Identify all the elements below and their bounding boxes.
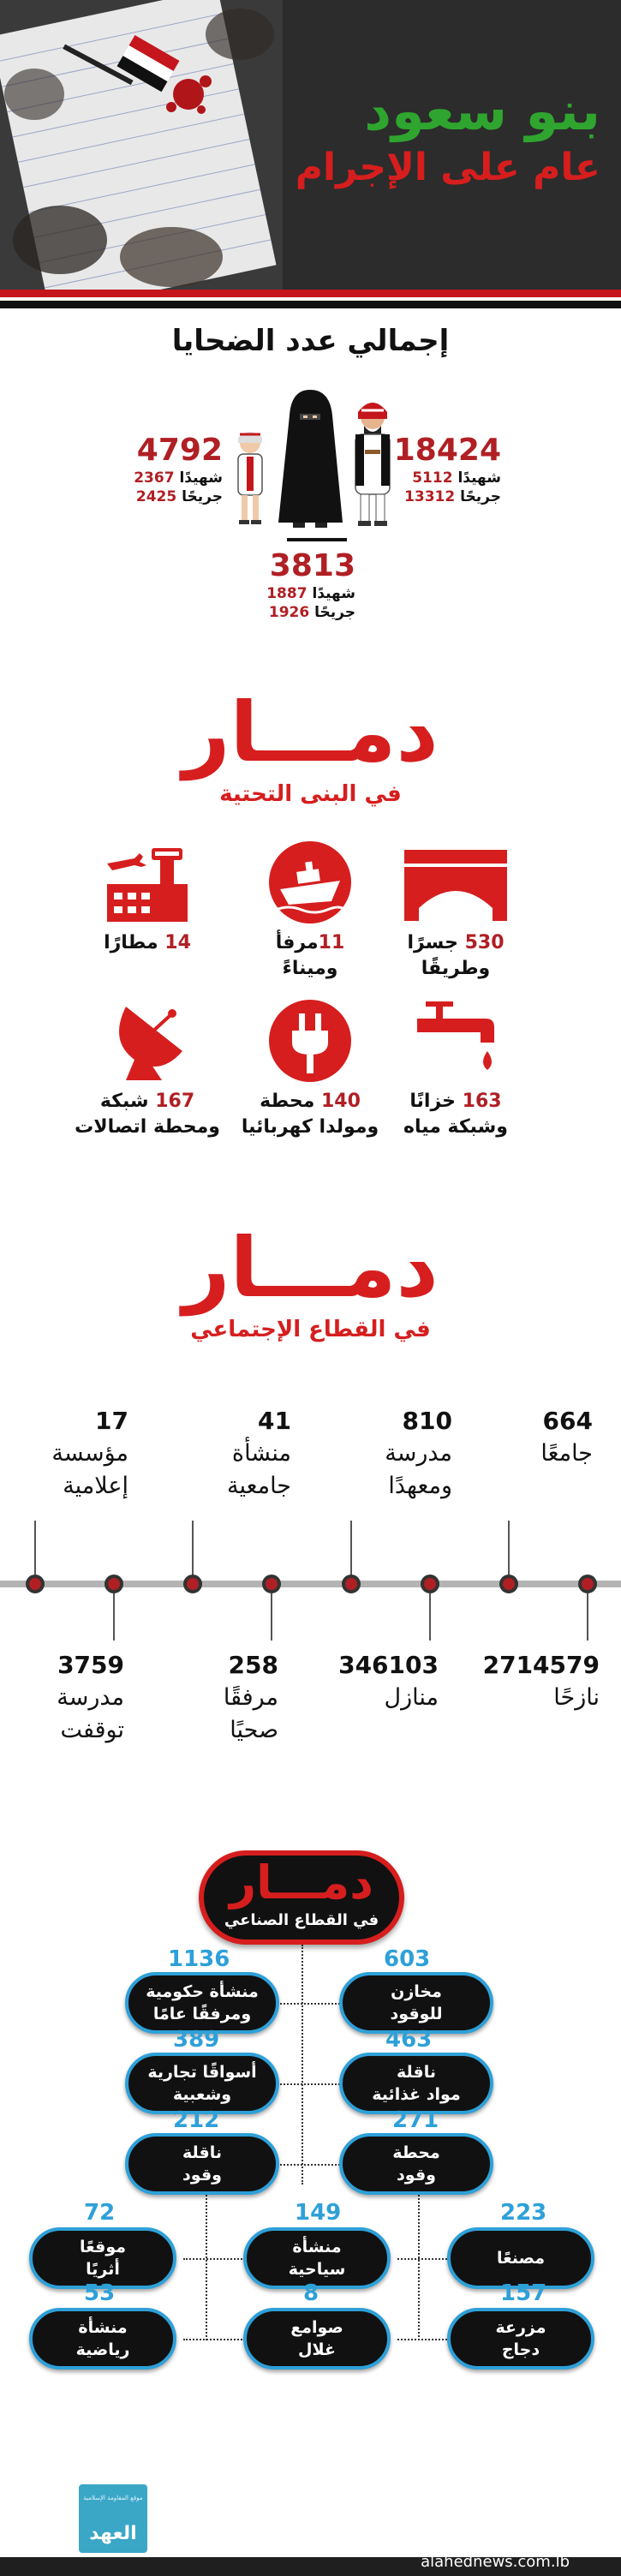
infrastructure-heading-sub: في البنى التحتية [219, 781, 402, 807]
connector-line [183, 2339, 245, 2340]
title-line-1: بنو سعود [364, 80, 600, 142]
women-killed: شهيدًا 1887 [266, 585, 355, 602]
divider-bar [287, 538, 347, 541]
infra-item-bridges: 530 جسرًا وطريقًا [370, 840, 541, 982]
pill-number: 603 [384, 1946, 431, 1972]
pill-food-trucks: ناقلة مواد غذائية [339, 2053, 493, 2114]
social-universities: 41 منشأة جامعية [226, 1407, 291, 1499]
connector-line [113, 1593, 115, 1641]
pill-number: 149 [295, 2200, 342, 2226]
airport-icon [100, 840, 194, 925]
connector-line [302, 1945, 303, 2185]
pill-number: 271 [392, 2107, 439, 2133]
social-health: 258 مرفقًا صحيًا [223, 1651, 278, 1743]
timeline-dot [104, 1575, 123, 1593]
infra-item-airports: 14 مطارًا [62, 840, 233, 956]
pill-fuel-trucks: ناقلة وقود [125, 2133, 279, 2195]
social-closed-schools: 3759 مدرسة توقفت [57, 1651, 124, 1743]
pill-sports-facilities: منشأة رياضية [29, 2308, 176, 2370]
pill-number: 389 [173, 2027, 220, 2053]
timeline-dot [499, 1575, 518, 1593]
infra-item-water: 163 خزانًا وشبكة مياه [370, 998, 541, 1140]
pill-number: 463 [385, 2027, 433, 2053]
site-url-link[interactable]: alahednews.com.lb [421, 2553, 570, 2571]
water-tap-icon [409, 998, 503, 1084]
pill-number: 53 [84, 2280, 116, 2306]
social-heading-big: دمـــار [182, 1220, 439, 1316]
infrastructure-heading [0, 685, 621, 809]
power-plug-icon [263, 998, 357, 1084]
connector-line [418, 2195, 420, 2340]
connector-line [508, 1521, 510, 1576]
timeline-dot [342, 1575, 361, 1593]
pill-government-facilities: منشأة حكومية ومرفقًا عامًا [125, 1972, 279, 2034]
children-killed: شهيدًا 2367 [134, 469, 223, 487]
satellite-dish-icon [100, 998, 194, 1084]
connector-line [183, 2258, 245, 2260]
connector-line [206, 2195, 207, 2340]
header-photo [0, 0, 283, 290]
pill-number: 223 [500, 2200, 547, 2226]
pill-markets: أسواقًا تجارية وشعبية [125, 2053, 279, 2114]
infra-item-telecom: 167 شبكة ومحطة اتصالات [62, 998, 233, 1140]
bridge-icon [400, 840, 511, 925]
header-banner [0, 0, 621, 290]
connector-line [397, 2339, 451, 2340]
children-casualties [120, 433, 223, 506]
social-heading [0, 1221, 621, 1344]
industrial-heading [199, 1850, 404, 1945]
child-figure-icon [238, 432, 262, 524]
infra-item-ports: 11مرفأ وميناءً [224, 840, 396, 982]
title-line-2: عام على الإجرام [295, 146, 600, 189]
men-killed: شهيدًا 5112 [412, 469, 501, 487]
infra-item-power: 140 محطة ومولدا كهربائيا [224, 998, 396, 1140]
men-total: 18424 [393, 433, 501, 468]
connector-line [192, 1521, 194, 1576]
connector-line [397, 2258, 451, 2260]
connector-line [587, 1593, 588, 1641]
children-injured: جريحًا 2425 [135, 488, 223, 505]
social-homes: 346103 منازل [338, 1651, 439, 1711]
pill-number: 72 [84, 2200, 116, 2226]
timeline-dot [578, 1575, 597, 1593]
infrastructure-heading-big: دمـــار [182, 684, 439, 780]
timeline-bar [0, 1581, 621, 1587]
women-casualties [253, 548, 355, 622]
industrial-heading-big: دمـــار [230, 1856, 373, 1910]
logo-name: العهد [89, 2523, 137, 2544]
social-mosques: 664 جامعًا [540, 1407, 593, 1467]
pill-number: 212 [173, 2107, 220, 2133]
men-injured: جريحًا 13312 [404, 488, 501, 505]
pill-tourism: منشأة سياحية [243, 2227, 391, 2289]
children-total: 4792 [136, 433, 223, 468]
pill-poultry-farms: مزرعة دجاج [447, 2308, 594, 2370]
social-schools: 810 مدرسة ومعهدًا [385, 1407, 452, 1499]
pill-factories: مصنعًا [447, 2227, 594, 2289]
pill-number: 8 [303, 2280, 319, 2306]
women-injured: جريحًا 1926 [268, 604, 355, 621]
pill-grain-silos: صوامع غلال [243, 2308, 391, 2370]
victims-figures-illustration [214, 381, 407, 535]
social-heading-sub: في القطاع الإجتماعي [190, 1317, 431, 1342]
pill-heritage: موقعًا أثريًا [29, 2227, 176, 2289]
connector-line [429, 1593, 431, 1641]
timeline-dot [262, 1575, 281, 1593]
men-casualties [381, 433, 501, 506]
alahed-logo[interactable] [79, 2484, 147, 2553]
women-total: 3813 [269, 548, 355, 583]
industrial-heading-sub: في القطاع الصناعي [224, 1911, 379, 1929]
ship-icon [263, 840, 357, 925]
timeline-dot [26, 1575, 45, 1593]
logo-tagline: موقع المقاومة الإسلامية [83, 2495, 143, 2501]
pill-fuel-storage: مخازن للوقود [339, 1972, 493, 2034]
pill-number: 1136 [168, 1946, 230, 1972]
casualties-title: إجمالي عدد الضحايا [171, 324, 450, 358]
pill-number: 157 [500, 2280, 547, 2306]
social-displaced: 2714579 نازحًا [482, 1651, 600, 1711]
connector-line [350, 1521, 352, 1576]
connector-line [271, 1593, 272, 1641]
timeline-dot [183, 1575, 202, 1593]
header-title [296, 79, 600, 192]
social-media: 17 مؤسسة إعلامية [51, 1407, 128, 1499]
timeline-dot [421, 1575, 439, 1593]
connector-line [34, 1521, 36, 1576]
flag-stripes [0, 290, 621, 308]
woman-figure-icon [278, 390, 343, 528]
pill-fuel-stations: محطة وقود [339, 2133, 493, 2195]
